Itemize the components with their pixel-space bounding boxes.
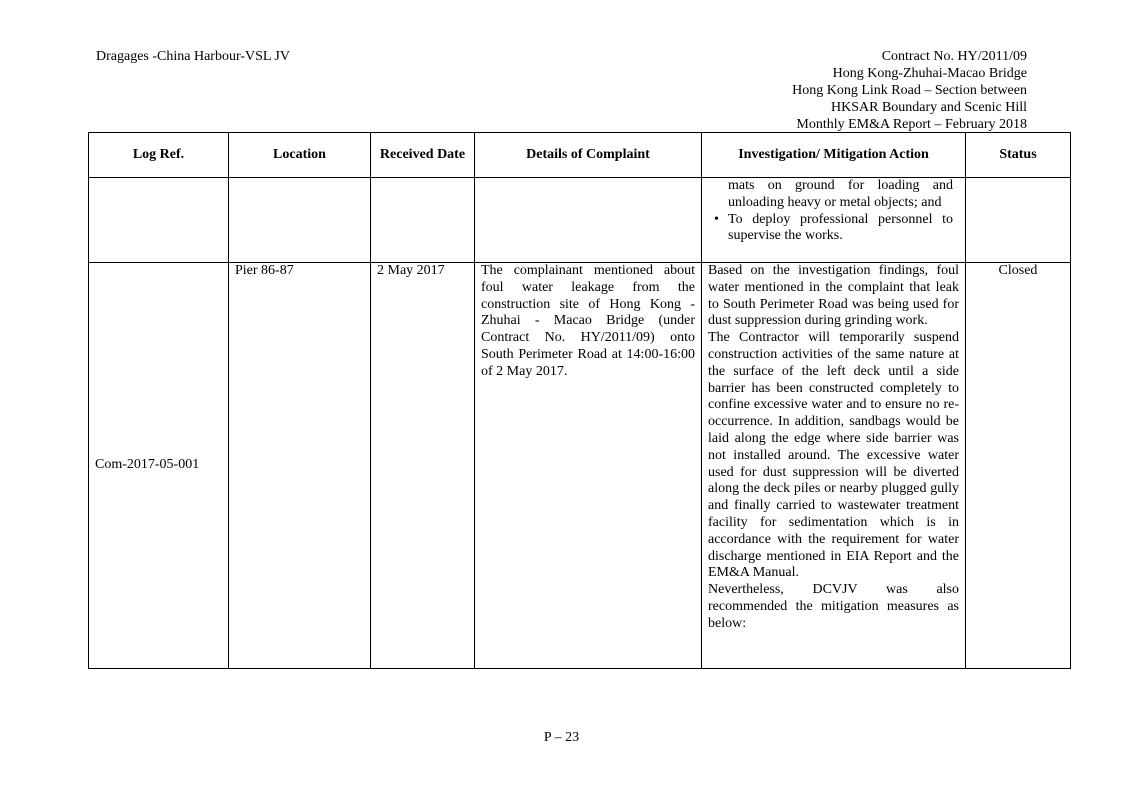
action-bullet-list: [708, 178, 959, 245]
details-cell: The complainant mentioned about foul water leakage from the construction site of Hong Kong - Zhuhai - Macao Bridge (under Contract No. HY/2011/09) onto South Perimeter Road at 14:00-16:00 of 2 May 2017.: [475, 263, 702, 669]
column-header: Location: [229, 133, 371, 178]
list-item: • To deploy professional personnel to supervise the works.: [728, 212, 953, 246]
complaint-log-table: [88, 132, 1071, 669]
table-row: [89, 263, 1071, 669]
header-line: Contract No. HY/2011/09: [881, 49, 1027, 64]
header-company: Dragages -China Harbour-VSL JV: [96, 49, 290, 64]
table-cell: [89, 178, 229, 263]
header-line: Monthly EM&A Report – February 2018: [796, 117, 1027, 132]
column-header: Log Ref.: [89, 133, 229, 178]
header-contract-info: [792, 48, 1027, 133]
action-cell-continued: [702, 178, 966, 263]
table-cell: [229, 178, 371, 263]
table-cell: [371, 178, 475, 263]
column-header: Received Date: [371, 133, 475, 178]
header-line: HKSAR Boundary and Scenic Hill: [831, 100, 1027, 115]
action-cell: [702, 263, 966, 669]
received-date-cell: 2 May 2017: [371, 263, 475, 669]
action-paragraph: Nevertheless, DCVJV was also recommended the mitigation measures as below:: [708, 582, 959, 631]
table-cell: [475, 178, 702, 263]
table-row: [89, 178, 1071, 263]
list-item: mats on ground for loading and unloading heavy or metal objects; and: [728, 178, 953, 210]
table-header-row: [89, 133, 1071, 178]
header-line: Hong Kong-Zhuhai-Macao Bridge: [832, 66, 1027, 81]
column-header: Status: [966, 133, 1071, 178]
header-line: Hong Kong Link Road – Section between: [792, 83, 1027, 98]
table-cell: [966, 178, 1071, 263]
page-number: P – 23: [543, 730, 580, 745]
log-ref-cell: Com-2017-05-001: [89, 263, 229, 669]
location-cell: Pier 86-87: [229, 263, 371, 669]
action-paragraph: The Contractor will temporarily suspend construction activities of the same nature at the surface of the left deck until a side barrier has been constructed completely to confine excessive water and to ensure no re-occurrence. In addition, sandbags would be laid along the edge where side barrier was not installed around. The excessive water used for dust suppression will be diverted along the deck piles or nearby plugged gully and finally carried to wastewater treatment facility for sedimentation which is in accordance with the requirement for water discharge mentioned in EIA Report and the EM&A Manual.: [708, 330, 959, 581]
column-header: Investigation/ Mitigation Action: [702, 133, 966, 178]
action-paragraph: Based on the investigation findings, foul water mentioned in the complaint that leak to South Perimeter Road was being used for dust suppression during grinding work.: [708, 263, 959, 329]
status-cell: Closed: [966, 263, 1071, 669]
column-header: Details of Complaint: [475, 133, 702, 178]
